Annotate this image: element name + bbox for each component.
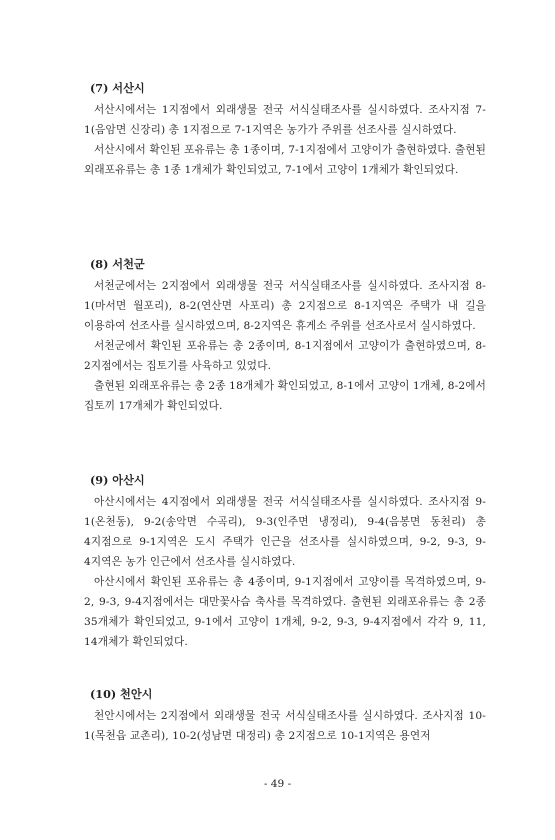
section-cheonan (84, 686, 486, 746)
paragraph: 아산시에서 확인된 포유류는 총 4종이며, 9-1지점에서 고양이를 목격하였으며, 9-2, 9-3, 9-4지점에서는 대만꽃사슴 축사를 목격하였다. 출현된 외래포유류는 총 2종 35개체가 확인되었고, 9-1에서 고양이 1개체, 9-2, 9-3, 9-4지점에서 각각 9, 11, 14개체가 확인되었다. (84, 576, 486, 648)
section-seosan (84, 80, 486, 180)
paragraph: 서천군에서는 2지점에서 외래생물 전국 서식실태조사를 실시하였다. 조사지점 8-1(마서면 월포리), 8-2(연산면 사포리) 총 2지점으로 8-1지역은 주택가 내 길을 이용하여 선조사를 실시하였으며, 8-2지역은 휴게소 주위를 선조사로서 실시하였다. (84, 280, 486, 332)
section-heading: (8) 서천군 (90, 257, 145, 271)
section-asan (84, 472, 486, 652)
paragraph: 서산시에서 확인된 포유류는 총 1종이며, 7-1지점에서 고양이가 출현하였다. 출현된 외래포유류는 총 1종 1개체가 확인되었고, 7-1에서 고양이 1개체가 확인되었다. (84, 144, 486, 176)
section-heading: (7) 서산시 (90, 81, 145, 95)
paragraph: 천안시에서는 2지점에서 외래생물 전국 서식실태조사를 실시하였다. 조사지점 10-1(목천읍 교촌리), 10-2(성남면 대정리) 총 2지점으로 10-1지역은 용연저 (84, 710, 486, 742)
section-seocheon (84, 256, 486, 416)
paragraph: 서천군에서 확인된 포유류는 총 2종이며, 8-1지점에서 고양이가 출현하였으며, 8-2지점에서는 집토기를 사육하고 있었다. (84, 340, 486, 372)
section-heading: (10) 천안시 (90, 687, 153, 701)
paragraph: 출현된 외래포유류는 총 2종 18개체가 확인되었고, 8-1에서 고양이 1개체, 8-2에서 집토끼 17개체가 확인되었다. (84, 380, 487, 412)
paragraph: 서산시에서는 1지점에서 외래생물 전국 서식실태조사를 실시하였다. 조사지점 7-1(음암면 신장리) 총 1지점으로 7-1지역은 농가가 주위를 선조사를 실시하였다. (84, 104, 486, 136)
page-number: - 49 - (263, 778, 292, 790)
section-heading: (9) 아산시 (90, 473, 145, 487)
paragraph: 아산시에서는 4지점에서 외래생물 전국 서식실태조사를 실시하였다. 조사지점 9-1(온천동), 9-2(송악면 수곡리), 9-3(인주면 냉정리), 9-4(음봉면 동천리) 총 4지점으로 9-1지역은 도시 주택가 인근을 선조사를 실시하였으며, 9-2, 9-3, 9-4지역은 농가 인근에서 선조사를 실시하였다. (84, 496, 486, 568)
